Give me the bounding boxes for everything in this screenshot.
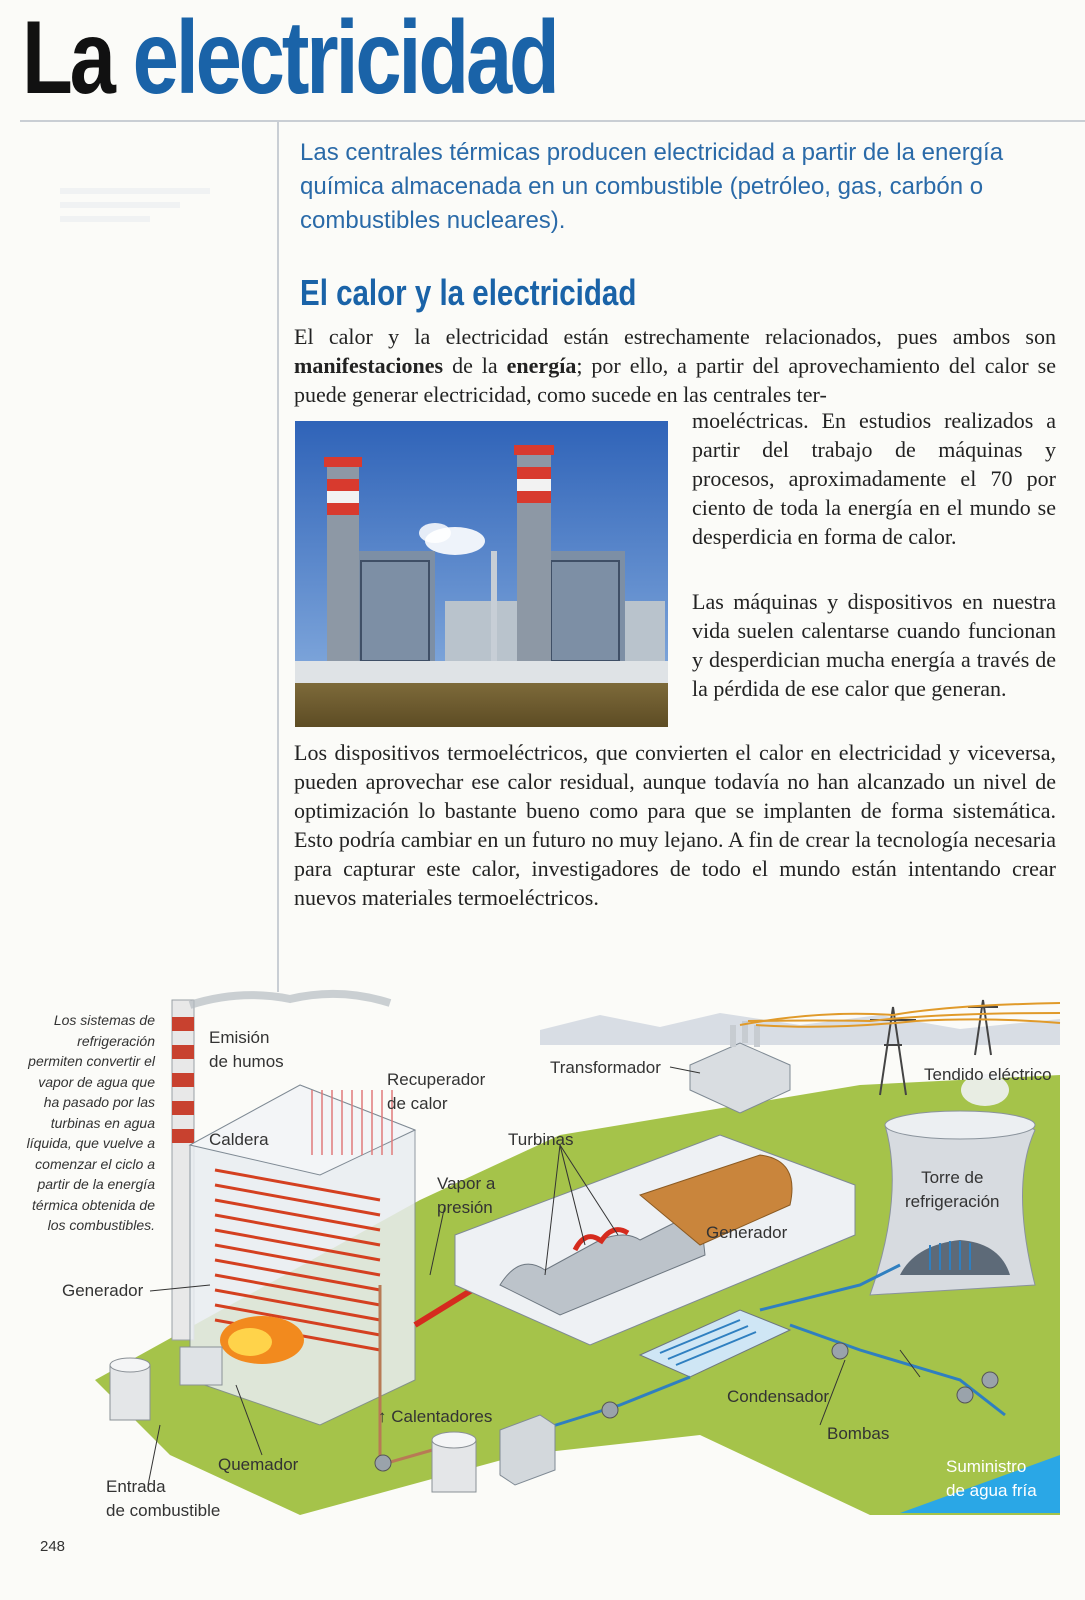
thermal-plant-diagram (0, 985, 1085, 1545)
pump (957, 1387, 973, 1403)
label-vapor: Vapor a presión (437, 1174, 496, 1217)
section-heading: El calor y la electricidad (300, 272, 637, 313)
label-torre: Torre de refrigeración (905, 1168, 1000, 1211)
diagram-caption: Los sistemas de refrigeración permiten convertir el vapor de agua que ha pasado por las turbinas en agua líquida, que vuelve a comenzar el ciclo a partir de la energía térmica obtenida de los combustibles. (26, 1012, 155, 1233)
show-through-text (60, 180, 240, 230)
label-generador-caldera: Generador (62, 1281, 144, 1300)
paragraph-3: Los dispositivos termoeléctricos, que convierten el calor en electricidad y viceversa, pueden aprovechar ese calor residual, aunque todavía no han alcanzado un nivel de optimización lo bastante bueno como para que se implanten de forma sistemática. Esto podría cambiar en un futuro no muy lejano. A fin de crear la tecnología necesaria para capturar este calor, investigadores de todo el mundo están intentando crear nuevos materiales termoeléctricos. (294, 740, 1056, 910)
fuel-tank (110, 1358, 150, 1420)
chimney-left (324, 457, 362, 669)
page-title (22, 0, 557, 116)
label-condensador: Condensador (727, 1387, 830, 1406)
label-entrada: Entrada de combustible (106, 1477, 221, 1520)
keyword-energia: energía (506, 353, 577, 378)
label-turbinas: Turbinas (508, 1130, 574, 1149)
label-caldera: Caldera (209, 1130, 269, 1149)
title-word-la: La (22, 0, 113, 116)
header-rule (20, 120, 1085, 122)
chimney-right (514, 445, 554, 669)
paragraph-1: El calor y la electricidad están estrechamente relacionados, pues ambos son manifestaciones de la energía; por ello, a partir del aprovechamiento del calor se puede generar electricidad, como sucede en las centrales ter- (294, 324, 1056, 407)
label-quemador: Quemador (218, 1455, 299, 1474)
keyword-manifestaciones: manifestaciones (294, 353, 444, 378)
pump (375, 1455, 391, 1471)
intro-text: Las centrales térmicas producen electricidad a partir de la energía química almacenada en un combustible (petróleo, gas, carbón o combustibles nucleares). (300, 139, 1004, 234)
label-suministro: Suministro de agua fría (946, 1457, 1037, 1500)
label-recuperador: Recuperador de calor (387, 1070, 486, 1113)
pump (832, 1343, 848, 1359)
power-plant-photo (295, 421, 668, 727)
label-transformador: Transformador (550, 1058, 661, 1077)
column-rule (277, 122, 279, 992)
label-bombas: Bombas (827, 1424, 890, 1443)
title-word-electricidad: electricidad (132, 0, 557, 116)
label-generador-turbina: Generador (706, 1223, 788, 1242)
heater-tank (432, 1432, 476, 1492)
page-number: 248 (40, 1538, 66, 1555)
distant-hills (540, 1013, 1060, 1045)
paragraph-2: Las máquinas y dispositivos en nuestra vida suelen calentarse cuando funcionan y desperdician mucha energía a través de la pérdida de ese calor que generan. (692, 589, 1056, 701)
pump (602, 1402, 618, 1418)
label-emision: Emisión de humos (209, 1028, 284, 1071)
burner-box (180, 1347, 222, 1385)
label-calentadores: ↑ Calentadores (378, 1407, 493, 1426)
label-tendido: Tendido eléctrico (924, 1065, 1052, 1084)
paragraph-1-cont: moeléctricas. En estudios realizados a partir del trabajo de máquinas y procesos, aproximadamente el 70 por ciento de toda la energía en el mundo se desperdicia en forma de calor. (692, 408, 1056, 549)
pump (982, 1372, 998, 1388)
